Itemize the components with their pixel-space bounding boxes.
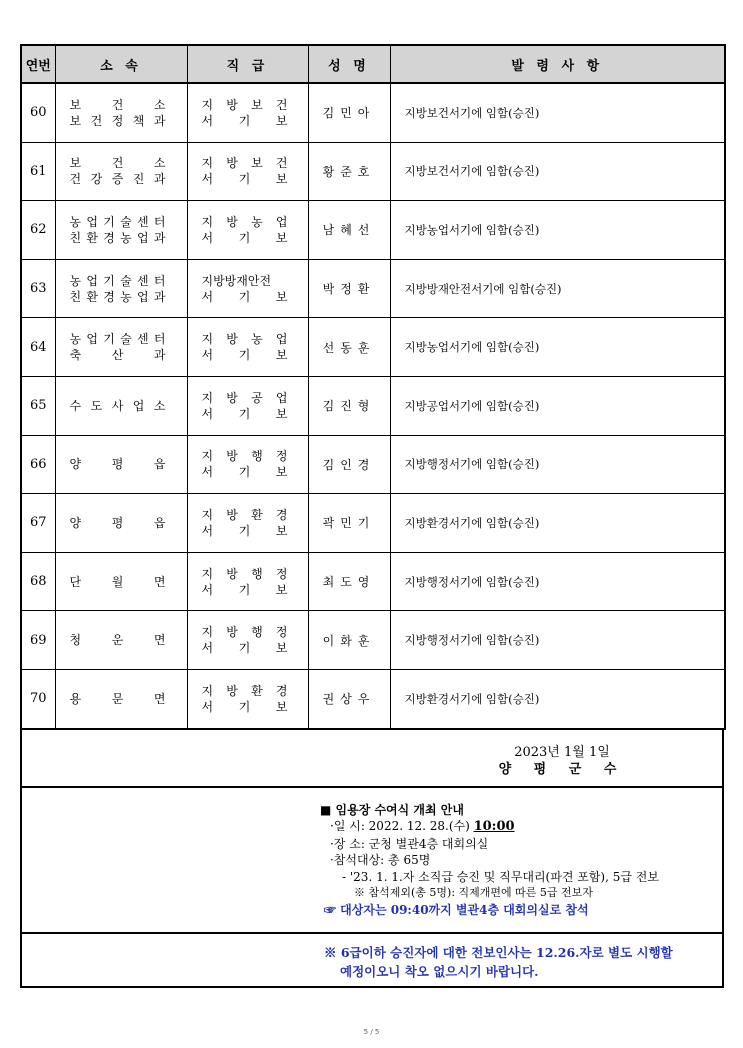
grade-cell: [187, 201, 308, 260]
grade-cell: [187, 318, 308, 377]
grade-cell: [187, 611, 308, 670]
grade-line2: 서 기 보: [201, 465, 288, 480]
department-cell: [55, 611, 187, 670]
grade-cell: [187, 669, 308, 728]
table-row: [21, 201, 725, 260]
department-line1: 보 건 소: [69, 156, 166, 171]
table-header-row: [21, 45, 725, 83]
grade-line2: 서 기 보: [201, 172, 288, 187]
appointment-action: 지방농업서기에 임함(승진): [390, 201, 725, 260]
grade-line1: 지 방 환 경: [201, 507, 288, 522]
department-cell: [55, 83, 187, 142]
department-line2: 친 환 경 농 업 과: [69, 230, 166, 245]
row-number: 62: [21, 201, 55, 260]
person-name: 남혜선: [308, 201, 390, 260]
department-cell: [55, 435, 187, 494]
grade-line1: 지 방 행 정: [201, 625, 288, 640]
department-line1: 농 업 기 술 센 터: [69, 214, 166, 229]
department-line1: 단 월 면: [69, 574, 166, 589]
department-line1: 농 업 기 술 센 터: [69, 332, 166, 347]
grade-line1: 지 방 행 정: [201, 449, 288, 464]
department-line1: 양 평 읍: [69, 515, 166, 530]
grade-line2: 서 기 보: [201, 230, 288, 245]
row-number: 65: [21, 376, 55, 435]
grade-line2: 서 기 보: [201, 523, 288, 538]
row-number: 64: [21, 318, 55, 377]
row-number: 70: [21, 669, 55, 728]
row-number: 67: [21, 494, 55, 553]
grade-cell: [187, 435, 308, 494]
department-cell: [55, 552, 187, 611]
department-cell: [55, 142, 187, 201]
transfer-notice: [20, 934, 724, 988]
grade-cell: [187, 259, 308, 318]
grade-line2: 서 기 보: [201, 113, 288, 128]
notice-attendees: ·참석대상: 총 65명: [330, 853, 431, 868]
row-number: 63: [21, 259, 55, 318]
grade-cell: [187, 552, 308, 611]
person-name: 김진형: [308, 376, 390, 435]
department-cell: [55, 669, 187, 728]
grade-line2: 서 기 보: [201, 582, 288, 597]
ceremony-notice: [20, 788, 724, 934]
person-name: 황준호: [308, 142, 390, 201]
department-cell: [55, 259, 187, 318]
person-name: 권상우: [308, 669, 390, 728]
person-name: 김인경: [308, 435, 390, 494]
signature-block: [20, 730, 724, 788]
header-name: 성 명: [308, 45, 390, 83]
header-department: 소 속: [55, 45, 187, 83]
grade-line2: 서 기 보: [201, 348, 288, 363]
grade-line1: 지 방 행 정: [201, 566, 288, 581]
appointment-action: 지방공업서기에 임함(승진): [390, 376, 725, 435]
grade-line2: 서 기 보: [201, 641, 288, 656]
person-name: 이화훈: [308, 611, 390, 670]
page-number: 5 / 5: [363, 1028, 380, 1036]
grade-line1: 지 방 보 건: [201, 97, 288, 112]
table-row: [21, 142, 725, 201]
appointment-action: 지방행정서기에 임함(승진): [390, 611, 725, 670]
transfer-note-line2: 예정이오니 착오 없으시기 바랍니다.: [340, 963, 539, 979]
table-row: [21, 259, 725, 318]
appointment-action: 지방농업서기에 임함(승진): [390, 318, 725, 377]
table-row: [21, 376, 725, 435]
appointment-action: 지방방재안전서기에 임함(승진): [390, 259, 725, 318]
grade-line1: 지 방 환 경: [201, 683, 288, 698]
appointment-action: 지방보건서기에 임함(승진): [390, 83, 725, 142]
table-row: [21, 318, 725, 377]
appointment-action: 지방환경서기에 임함(승진): [390, 494, 725, 553]
department-line1: 청 운 면: [69, 633, 166, 648]
row-number: 68: [21, 552, 55, 611]
issuer-title: 양 평 군 수: [498, 761, 626, 777]
person-name: 곽민기: [308, 494, 390, 553]
person-name: 선동훈: [308, 318, 390, 377]
grade-line1: 지 방 농 업: [201, 214, 288, 229]
row-number: 61: [21, 142, 55, 201]
row-number: 66: [21, 435, 55, 494]
table-row: [21, 83, 725, 142]
department-line1: 보 건 소: [69, 97, 166, 112]
department-cell: [55, 376, 187, 435]
grade-line1: 지방방재안전: [201, 273, 272, 288]
issue-date: 2023년 1월 1일: [514, 744, 610, 760]
department-line1: 양 평 읍: [69, 457, 166, 472]
grade-line2: 서 기 보: [201, 289, 288, 304]
person-name: 최도영: [308, 552, 390, 611]
department-line2: 친 환 경 농 업 과: [69, 289, 166, 304]
personnel-table: [20, 44, 726, 730]
header-action: 발 령 사 항: [390, 45, 725, 83]
appointment-action: 지방행정서기에 임함(승진): [390, 552, 725, 611]
grade-cell: [187, 83, 308, 142]
row-number: 69: [21, 611, 55, 670]
notice-exclusion: ※ 참석제외(총 5명): 직제개편에 따른 5급 전보자: [354, 886, 593, 900]
person-name: 박정환: [308, 259, 390, 318]
notice-place: ·장 소: 군청 별관4층 대회의실: [330, 836, 489, 851]
document-page: [20, 44, 724, 988]
table-row: [21, 552, 725, 611]
department-line1: 용 문 면: [69, 691, 166, 706]
header-number: 연번: [21, 45, 55, 83]
table-row: [21, 611, 725, 670]
header-grade: 직 급: [187, 45, 308, 83]
department-cell: [55, 494, 187, 553]
grade-line1: 지 방 공 업: [201, 390, 288, 405]
notice-title: ■ 임용장 수여식 개최 안내: [320, 802, 464, 817]
department-line1: 수 도 사 업 소: [69, 398, 166, 413]
department-line2: 보 건 정 책 과: [69, 113, 166, 128]
department-line1: 농 업 기 술 센 터: [69, 273, 166, 288]
notice-date: ·일 시: 2022. 12. 28.(수) 10:00: [330, 819, 515, 835]
table-row: [21, 669, 725, 728]
department-line2: 건 강 증 진 과: [69, 172, 166, 187]
table-row: [21, 435, 725, 494]
appointment-action: 지방환경서기에 임함(승진): [390, 669, 725, 728]
grade-line2: 서 기 보: [201, 406, 288, 421]
appointment-action: 지방보건서기에 임함(승진): [390, 142, 725, 201]
department-line2: 축 산 과: [69, 348, 166, 363]
grade-cell: [187, 376, 308, 435]
notice-detail: - '23. 1. 1.자 소직급 승진 및 직무대리(파견 포함), 5급 전보: [342, 869, 659, 884]
grade-line1: 지 방 농 업: [201, 332, 288, 347]
table-row: [21, 494, 725, 553]
person-name: 김민아: [308, 83, 390, 142]
department-cell: [55, 318, 187, 377]
row-number: 60: [21, 83, 55, 142]
transfer-note-line1: ※ 6급이하 승진자에 대한 전보인사는 12.26.자로 별도 시행할: [324, 944, 673, 960]
grade-line2: 서 기 보: [201, 699, 288, 714]
department-cell: [55, 201, 187, 260]
notice-attend-time: ☞ 대상자는 09:40까지 별관4층 대회의실로 참석: [324, 902, 589, 917]
appointment-action: 지방행정서기에 임함(승진): [390, 435, 725, 494]
grade-line1: 지 방 보 건: [201, 156, 288, 171]
grade-cell: [187, 142, 308, 201]
grade-cell: [187, 494, 308, 553]
